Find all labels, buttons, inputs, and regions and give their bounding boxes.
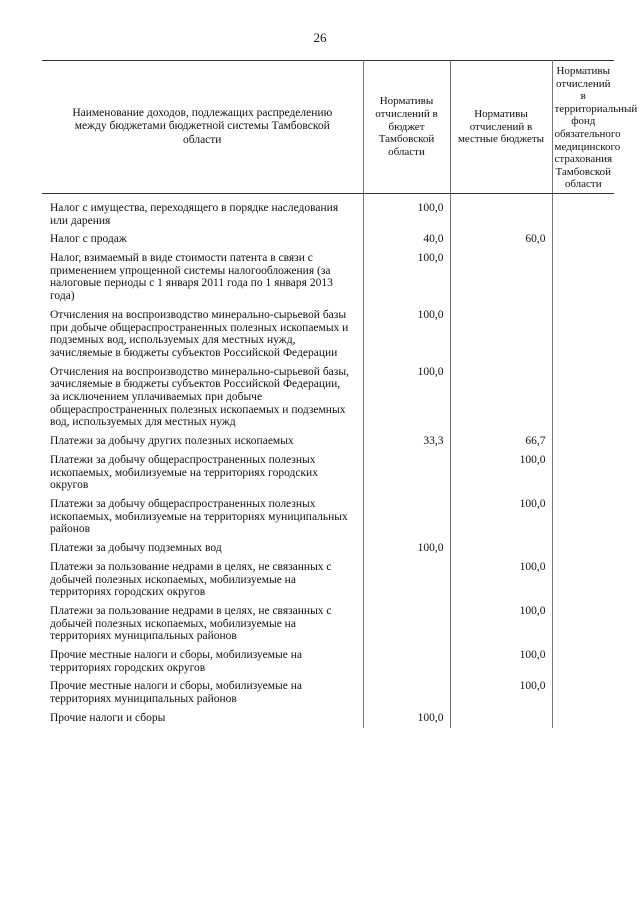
row-regional-value xyxy=(363,677,450,708)
row-revenue-name: Прочие местные налоги и сборы, мобилизуемые на территориях городских округов xyxy=(42,646,363,677)
table-row xyxy=(42,602,614,646)
row-fund-value xyxy=(552,193,614,230)
row-local-value: 100,0 xyxy=(450,558,552,602)
row-fund-value xyxy=(552,451,614,495)
row-regional-value: 100,0 xyxy=(363,363,450,433)
row-local-value xyxy=(450,193,552,230)
row-revenue-name: Платежи за добычу других полезных ископаемых xyxy=(42,432,363,451)
page-number: 26 xyxy=(313,30,327,45)
table-row xyxy=(42,363,614,433)
row-local-value: 100,0 xyxy=(450,451,552,495)
row-fund-value xyxy=(552,306,614,363)
row-local-value xyxy=(450,539,552,558)
row-fund-value xyxy=(552,602,614,646)
row-revenue-name: Отчисления на воспроизводство минерально-сырьевой базы при добыче общераспространенных полезных ископаемых и подземных вод, используемых для местных нужд, зачисляемые в бюджеты субъектов Российской Федерации xyxy=(42,306,363,363)
row-local-value: 66,7 xyxy=(450,432,552,451)
row-local-value: 100,0 xyxy=(450,677,552,708)
row-regional-value: 100,0 xyxy=(363,249,450,306)
table-row xyxy=(42,539,614,558)
row-revenue-name: Прочие местные налоги и сборы, мобилизуемые на территориях муниципальных районов xyxy=(42,677,363,708)
row-regional-value: 33,3 xyxy=(363,432,450,451)
header-medical-fund: Нормативы отчислений в территориальный фонд обязательного медицинского страхования Тамбовской области xyxy=(552,61,614,194)
table-row xyxy=(42,230,614,249)
table-row xyxy=(42,677,614,708)
row-fund-value xyxy=(552,249,614,306)
row-local-value: 100,0 xyxy=(450,646,552,677)
row-local-value: 100,0 xyxy=(450,495,552,539)
row-fund-value xyxy=(552,709,614,728)
row-regional-value: 100,0 xyxy=(363,193,450,230)
table-row xyxy=(42,432,614,451)
row-local-value xyxy=(450,363,552,433)
header-revenue-name: Наименование доходов, подлежащих распределению между бюджетами бюджетной системы Тамбовской области xyxy=(42,61,363,194)
row-revenue-name: Прочие налоги и сборы xyxy=(42,709,363,728)
table-row xyxy=(42,495,614,539)
row-regional-value xyxy=(363,646,450,677)
row-fund-value xyxy=(552,432,614,451)
header-local-budgets: Нормативы отчислений в местные бюджеты xyxy=(450,61,552,194)
row-fund-value xyxy=(552,677,614,708)
row-regional-value xyxy=(363,495,450,539)
row-local-value xyxy=(450,249,552,306)
row-fund-value xyxy=(552,539,614,558)
row-regional-value: 100,0 xyxy=(363,306,450,363)
row-fund-value xyxy=(552,495,614,539)
row-regional-value xyxy=(363,602,450,646)
row-revenue-name: Платежи за добычу общераспространенных полезных ископаемых, мобилизуемые на территориях городских округов xyxy=(42,451,363,495)
table-row xyxy=(42,249,614,306)
row-fund-value xyxy=(552,558,614,602)
row-regional-value: 100,0 xyxy=(363,709,450,728)
row-local-value xyxy=(450,306,552,363)
table-row xyxy=(42,558,614,602)
revenue-distribution-table xyxy=(42,60,638,728)
row-revenue-name: Платежи за добычу общераспространенных полезных ископаемых, мобилизуемые на территориях муниципальных районов xyxy=(42,495,363,539)
row-revenue-name: Платежи за добычу подземных вод xyxy=(42,539,363,558)
row-fund-value xyxy=(552,230,614,249)
row-regional-value: 100,0 xyxy=(363,539,450,558)
table-row xyxy=(42,709,614,728)
row-fund-value xyxy=(552,646,614,677)
table-body xyxy=(42,193,614,727)
header-regional-budget: Нормативы отчислений в бюджет Тамбовской области xyxy=(363,61,450,194)
table-row xyxy=(42,451,614,495)
row-fund-value xyxy=(552,363,614,433)
row-local-value: 100,0 xyxy=(450,602,552,646)
row-regional-value xyxy=(363,451,450,495)
row-regional-value: 40,0 xyxy=(363,230,450,249)
table-header-row xyxy=(42,61,614,194)
row-regional-value xyxy=(363,558,450,602)
row-revenue-name: Платежи за пользование недрами в целях, не связанных с добычей полезных ископаемых, мобилизуемые на территориях городских округов xyxy=(42,558,363,602)
table-row xyxy=(42,646,614,677)
table-row xyxy=(42,193,614,230)
row-revenue-name: Отчисления на воспроизводство минерально-сырьевой базы, зачисляемые в бюджеты субъектов Российской Федерации, за исключением уплачиваемых при добыче общераспространенных полезных ископаемых и подземных вод, используемых для местных нужд xyxy=(42,363,363,433)
row-revenue-name: Налог, взимаемый в виде стоимости патента в связи с применением упрощенной системы налогообложения (за налоговые периоды с 1 января 2011 года по 1 января 2013 года) xyxy=(42,249,363,306)
row-local-value xyxy=(450,709,552,728)
row-revenue-name: Налог с имущества, переходящего в порядке наследования или дарения xyxy=(42,193,363,230)
table-row xyxy=(42,306,614,363)
row-local-value: 60,0 xyxy=(450,230,552,249)
row-revenue-name: Платежи за пользование недрами в целях, не связанных с добычей полезных ископаемых, мобилизуемые на территориях муниципальных районов xyxy=(42,602,363,646)
row-revenue-name: Налог с продаж xyxy=(42,230,363,249)
